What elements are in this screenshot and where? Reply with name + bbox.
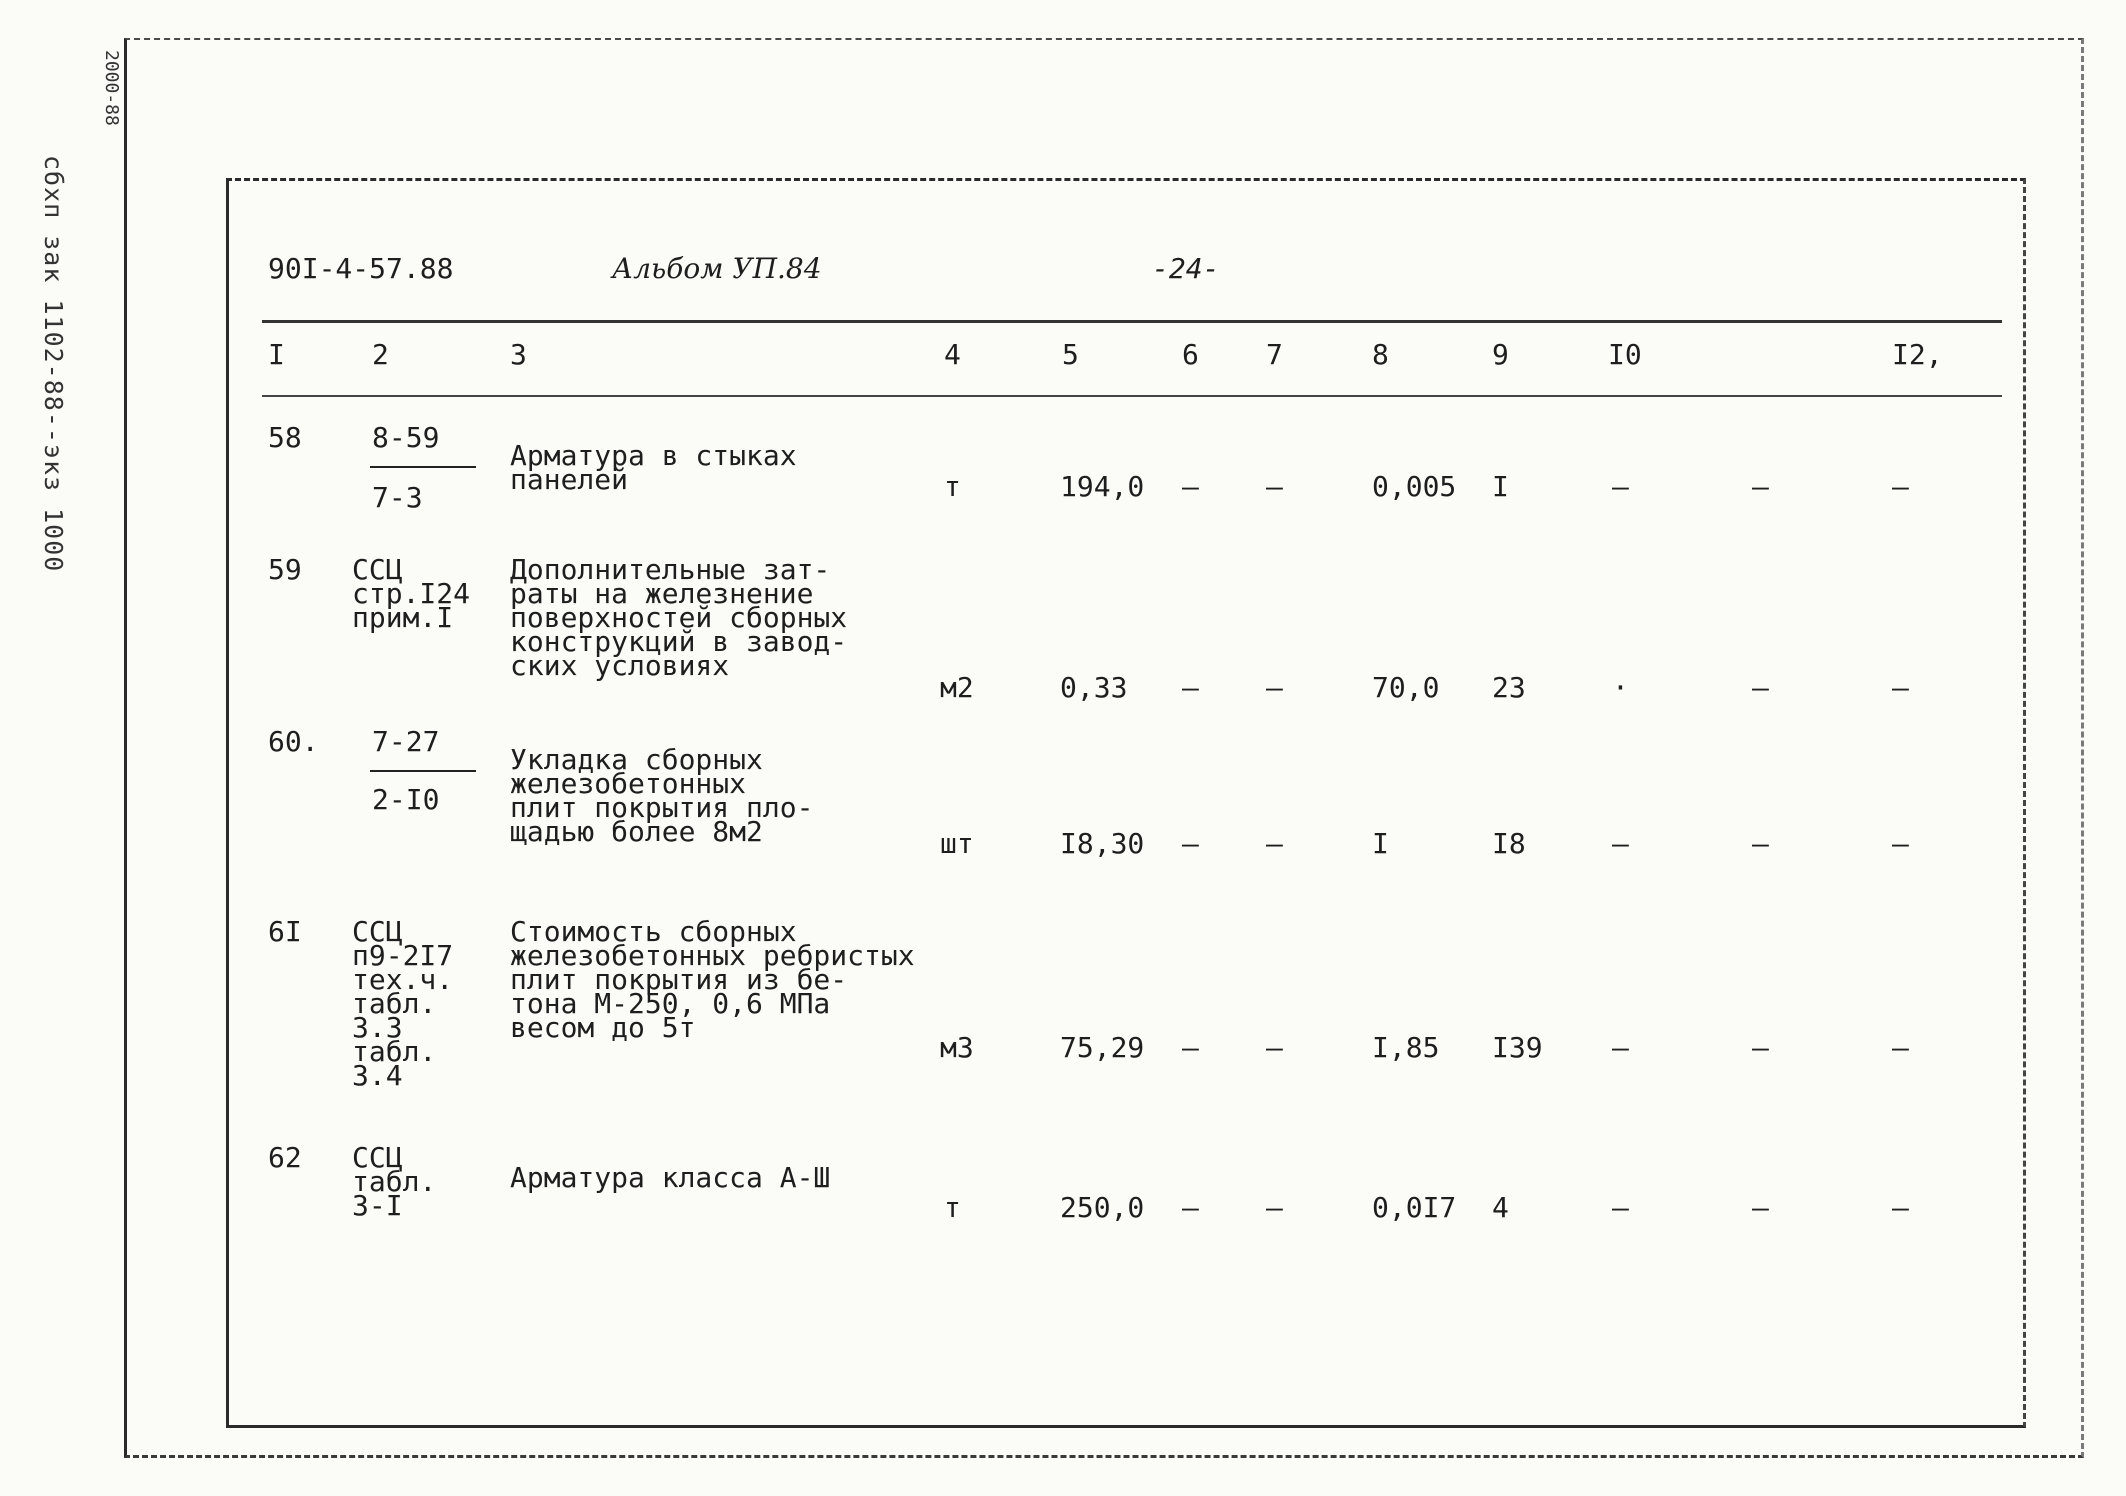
- row-60-code-denominator: 2-I0: [372, 783, 440, 816]
- row-58-code-denominator: 7-3: [372, 481, 423, 514]
- row-59-col10: ·: [1612, 671, 1629, 704]
- album-title: Альбом УП.84: [612, 252, 822, 285]
- row-58-name: Арматура в стыках панелей: [510, 439, 797, 496]
- row-61-unit: м3: [940, 1031, 974, 1064]
- row-60-col11: –: [1752, 827, 1769, 860]
- row-58-col12: –: [1892, 470, 1909, 503]
- row-60-unit: шт: [940, 827, 974, 860]
- row-59-col7: –: [1266, 671, 1283, 704]
- col-header-8: 8: [1372, 338, 1389, 371]
- side-stamp: сбхп зак 1102-88--экз 1000: [39, 155, 68, 573]
- col-header-10: I0: [1608, 338, 1642, 371]
- document-code: 90I-4-57.88: [268, 252, 454, 285]
- row-61-col10: –: [1612, 1031, 1629, 1064]
- row-60-number: 60.: [268, 725, 319, 758]
- row-62-col12: –: [1892, 1191, 1909, 1224]
- row-62-col11: –: [1752, 1191, 1769, 1224]
- row-59-col8: 70,0: [1372, 671, 1440, 704]
- row-59-col6: –: [1182, 671, 1199, 704]
- row-62-col10: –: [1612, 1191, 1629, 1224]
- row-58-col6: –: [1182, 470, 1199, 503]
- row-58-code-numerator: 8-59: [372, 421, 440, 454]
- row-58-fraction-line: [370, 466, 476, 468]
- row-62-code: ССЦ табл. 3-I: [352, 1141, 437, 1222]
- row-59-unit: м2: [940, 671, 974, 704]
- row-62-col6: –: [1182, 1191, 1199, 1224]
- col-header-4: 4: [944, 338, 961, 371]
- row-60-code-numerator: 7-27: [372, 725, 440, 758]
- row-61-number: 6I: [268, 915, 302, 948]
- row-58-col11: –: [1752, 470, 1769, 503]
- row-62-name: Арматура класса А-Ш: [510, 1161, 831, 1194]
- row-58-col7: –: [1266, 470, 1283, 503]
- row-61-quantity: 75,29: [1060, 1031, 1145, 1064]
- col-header-2: 2: [372, 338, 389, 371]
- row-58-quantity: 194,0: [1060, 470, 1145, 503]
- row-60-col7: –: [1266, 827, 1283, 860]
- row-62-col9: 4: [1492, 1191, 1509, 1224]
- row-59-number: 59: [268, 553, 302, 586]
- row-58-col10: –: [1612, 470, 1629, 503]
- sheet-frame: [226, 178, 2026, 1428]
- col-header-6: 6: [1182, 338, 1199, 371]
- row-60-quantity: I8,30: [1060, 827, 1145, 860]
- row-58-number: 58: [268, 421, 302, 454]
- row-62-unit: т: [944, 1191, 961, 1224]
- col-header-3: 3: [510, 338, 527, 371]
- row-61-col7: –: [1266, 1031, 1283, 1064]
- header-rule-top: [262, 320, 2002, 323]
- row-60-name: Укладка сборных железобетонных плит покрытия пло- щадью более 8м2: [510, 743, 814, 848]
- row-60-fraction-line: [370, 770, 476, 772]
- page-number: -24-: [1152, 252, 1220, 285]
- row-61-col8: I,85: [1372, 1031, 1440, 1064]
- row-62-number: 62: [268, 1141, 302, 1174]
- row-61-col11: –: [1752, 1031, 1769, 1064]
- col-header-9: 9: [1492, 338, 1509, 371]
- corner-stamp: 2000-88: [101, 50, 122, 126]
- row-62-col8: 0,0I7: [1372, 1191, 1457, 1224]
- row-61-col6: –: [1182, 1031, 1199, 1064]
- row-60-col8: I: [1372, 827, 1389, 860]
- row-59-col12: –: [1892, 671, 1909, 704]
- row-59-col9: 23: [1492, 671, 1526, 704]
- row-61-code: ССЦ п9-2I7 тех.ч. табл. 3.3 табл. 3.4: [352, 915, 454, 1092]
- header-rule-bottom: [262, 395, 2002, 397]
- row-58-unit: т: [944, 470, 961, 503]
- row-61-col12: –: [1892, 1031, 1909, 1064]
- row-61-col9: I39: [1492, 1031, 1543, 1064]
- row-60-col9: I8: [1492, 827, 1526, 860]
- col-header-7: 7: [1266, 338, 1283, 371]
- row-59-quantity: 0,33: [1060, 671, 1128, 704]
- row-62-quantity: 250,0: [1060, 1191, 1145, 1224]
- row-59-col11: –: [1752, 671, 1769, 704]
- row-58-col8: 0,005: [1372, 470, 1457, 503]
- col-header-5: 5: [1062, 338, 1079, 371]
- row-58-col9: I: [1492, 470, 1509, 503]
- col-header-12: I2,: [1892, 338, 1943, 371]
- row-60-col10: –: [1612, 827, 1629, 860]
- row-60-col12: –: [1892, 827, 1909, 860]
- row-59-code: ССЦ стр.I24 прим.I: [352, 553, 471, 634]
- row-62-col7: –: [1266, 1191, 1283, 1224]
- row-59-name: Дополнительные зат- раты на железнение поверхностей сборных конструкций в завод- ских условиях: [510, 553, 848, 682]
- row-61-name: Стоимость сборных железобетонных ребристых плит покрытия из бе- тона М-250, 0,6 МПа весом до 5т: [510, 915, 915, 1044]
- row-60-col6: –: [1182, 827, 1199, 860]
- col-header-1: I: [268, 338, 285, 371]
